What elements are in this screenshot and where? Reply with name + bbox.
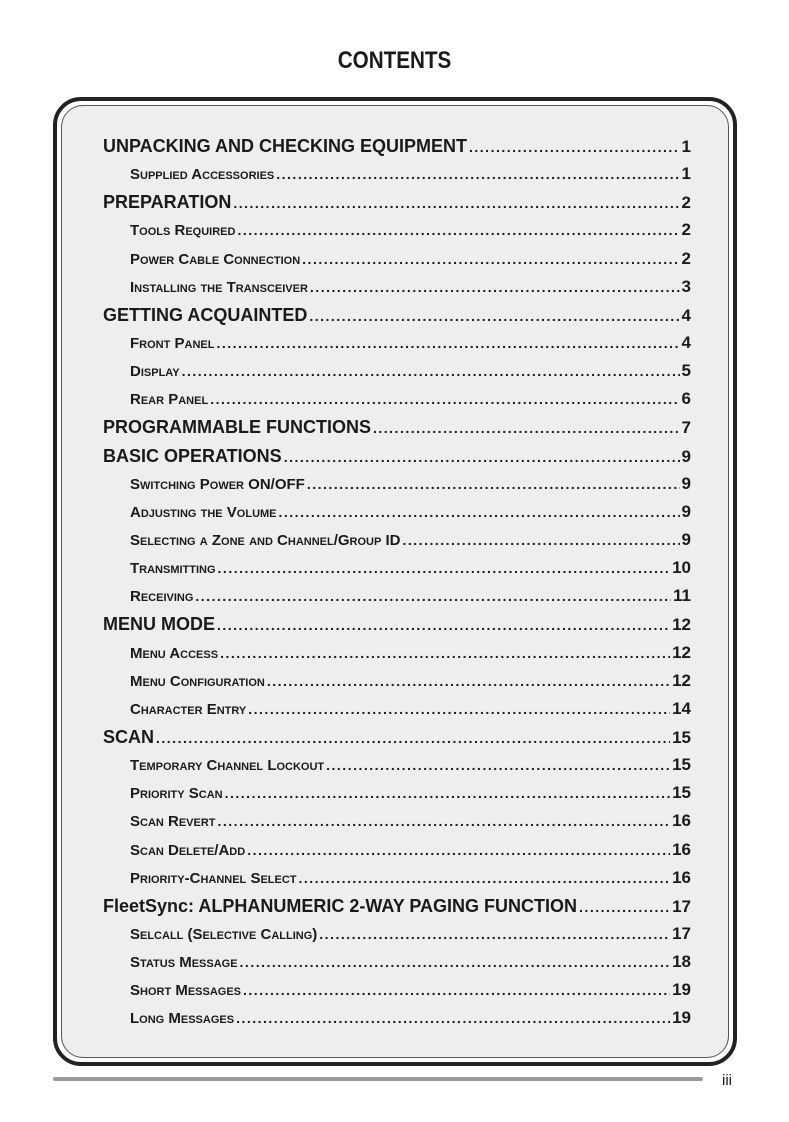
toc-entry-title: Status Message [130,954,238,972]
dot-leader [218,813,671,829]
toc-entry-page: 2 [681,193,691,213]
toc-entry-page: 15 [672,783,691,803]
dot-leader [579,899,670,915]
toc-subsection-entry[interactable] [103,586,691,614]
toc-entry-page: 4 [681,332,691,352]
dot-leader [248,701,670,717]
toc-entry-page: 3 [681,276,691,296]
toc-entry-title: Transmitting [130,560,216,578]
dot-leader [220,645,670,661]
toc-section-entry[interactable] [103,192,691,220]
toc-entry-title: Switching Power ON/OFF [130,475,305,493]
toc-entry-page: 1 [681,137,691,156]
toc-section-entry[interactable] [103,727,691,755]
toc-entry-page: 12 [672,615,691,635]
dot-leader [225,785,670,801]
toc-entry-page: 2 [681,220,691,240]
toc-entry-title: BASIC OPERATIONS [103,445,282,466]
toc-subsection-entry[interactable] [103,530,691,558]
dot-leader [319,926,670,942]
dot-leader [236,1010,670,1026]
toc-subsection-entry[interactable] [103,755,691,783]
toc-entry-title: PROGRAMMABLE FUNCTIONS [103,417,371,438]
toc-entry-title: Installing the Transceiver [130,278,308,296]
dot-leader [310,279,680,295]
toc-entry-title: MENU MODE [103,614,215,635]
toc-entry-title: Priority Scan [130,785,223,803]
dot-leader [247,842,670,858]
toc-entry-title: Menu Access [130,644,219,662]
toc-section-entry[interactable] [103,417,691,445]
dot-leader [276,166,679,182]
toc-entry-page: 9 [681,529,691,549]
dot-leader [326,757,670,773]
dot-leader [218,560,671,576]
toc-entry-page: 6 [681,389,691,409]
dot-leader [307,476,680,492]
toc-subsection-entry[interactable] [103,361,691,389]
toc-subsection-entry[interactable] [103,699,691,727]
toc-entry-title: Adjusting the Volume [130,503,277,521]
footer-rule [53,1077,703,1081]
toc-entry-title: Power Cable Connection [130,250,301,268]
toc-entry-page: 9 [681,501,691,521]
dot-leader [237,222,679,238]
toc-entry-page: 16 [672,811,691,831]
toc-entry-title: FleetSync: ALPHANUMERIC 2-WAY PAGING FUNCTION [103,895,578,916]
toc-section-entry[interactable] [103,305,691,333]
dot-leader [309,308,679,324]
dot-leader [469,139,680,155]
toc-subsection-entry[interactable] [103,277,691,305]
dot-leader [195,588,671,604]
toc-entry-title: Display [130,363,180,381]
dot-leader [373,420,680,436]
toc-subsection-entry[interactable] [103,502,691,530]
toc-subsection-entry[interactable] [103,952,691,980]
toc-entry-title: SCAN [103,726,155,747]
toc-subsection-entry[interactable] [103,811,691,839]
toc-entry-title: Menu Configuration [130,672,265,690]
page-title: CONTENTS [337,47,452,74]
dot-leader [284,449,680,465]
toc-entry-page: 5 [681,361,691,381]
table-of-contents [103,136,691,1037]
toc-entry-page: 19 [672,980,691,1000]
toc-entry-page: 11 [673,586,691,606]
toc-subsection-entry[interactable] [103,671,691,699]
toc-entry-page: 4 [681,305,691,325]
toc-entry-page: 12 [672,670,691,690]
toc-section-entry[interactable] [103,136,691,164]
toc-entry-page: 18 [672,952,691,972]
toc-entry-page: 9 [681,446,691,466]
toc-entry-page: 17 [672,923,691,943]
toc-entry-title: PREPARATION [103,192,232,213]
toc-subsection-entry[interactable] [103,474,691,502]
toc-entry-title: Selcall (Selective Calling) [130,925,318,943]
dot-leader [156,730,670,746]
toc-subsection-entry[interactable] [103,924,691,952]
toc-entry-title: UNPACKING AND CHECKING EQUIPMENT [103,136,468,156]
dot-leader [217,617,670,633]
toc-subsection-entry[interactable] [103,164,691,192]
toc-entry-page: 16 [672,867,691,887]
toc-subsection-entry[interactable] [103,558,691,586]
dot-leader [240,954,671,970]
toc-section-entry[interactable] [103,446,691,474]
dot-leader [279,504,680,520]
toc-subsection-entry[interactable] [103,220,691,248]
toc-entry-page: 1 [681,164,691,184]
page-number: iii [722,1072,732,1089]
toc-subsection-entry[interactable] [103,980,691,1008]
dot-leader [182,363,680,379]
toc-entry-title: Temporary Channel Lockout [130,757,325,775]
toc-entry-page: 9 [681,473,691,493]
toc-subsection-entry[interactable] [103,643,691,671]
dot-leader [243,982,670,998]
toc-subsection-entry[interactable] [103,389,691,417]
dot-leader [267,673,670,689]
toc-entry-page: 17 [672,896,691,916]
toc-entry-title: Front Panel [130,334,215,352]
toc-subsection-entry[interactable] [103,783,691,811]
toc-entry-page: 2 [681,248,691,268]
toc-entry-title: Scan Revert [130,813,216,831]
toc-section-entry[interactable] [103,896,691,924]
toc-entry-title: Long Messages [130,1010,235,1028]
toc-entry-title: Tools Required [130,222,236,240]
dot-leader [403,532,680,548]
dot-leader [216,335,679,351]
toc-entry-title: Priority-Channel Select [130,869,297,887]
toc-subsection-entry[interactable] [103,249,691,277]
toc-entry-title: Receiving [130,588,194,606]
toc-entry-title: Selecting a Zone and Channel/Group ID [130,531,401,549]
dot-leader [302,251,679,267]
toc-entry-title: Scan Delete/Add [130,841,246,859]
toc-entry-page: 15 [672,727,691,747]
toc-section-entry[interactable] [103,614,691,642]
toc-entry-page: 14 [672,698,691,718]
toc-subsection-entry[interactable] [103,868,691,896]
toc-entry-page: 16 [672,839,691,859]
toc-subsection-entry[interactable] [103,1008,691,1036]
toc-entry-page: 10 [672,558,691,578]
dot-leader [299,870,671,886]
dot-leader [233,195,679,211]
toc-entry-title: GETTING ACQUAINTED [103,304,308,325]
dot-leader [210,391,679,407]
toc-entry-page: 7 [681,418,691,438]
toc-entry-title: Short Messages [130,982,242,1000]
toc-entry-page: 15 [672,755,691,775]
toc-subsection-entry[interactable] [103,840,691,868]
toc-entry-page: 12 [672,642,691,662]
toc-entry-title: Character Entry [130,700,247,718]
toc-entry-page: 19 [672,1008,691,1028]
toc-subsection-entry[interactable] [103,333,691,361]
toc-entry-title: Supplied Accessories [130,166,275,184]
toc-entry-title: Rear Panel [130,391,209,409]
